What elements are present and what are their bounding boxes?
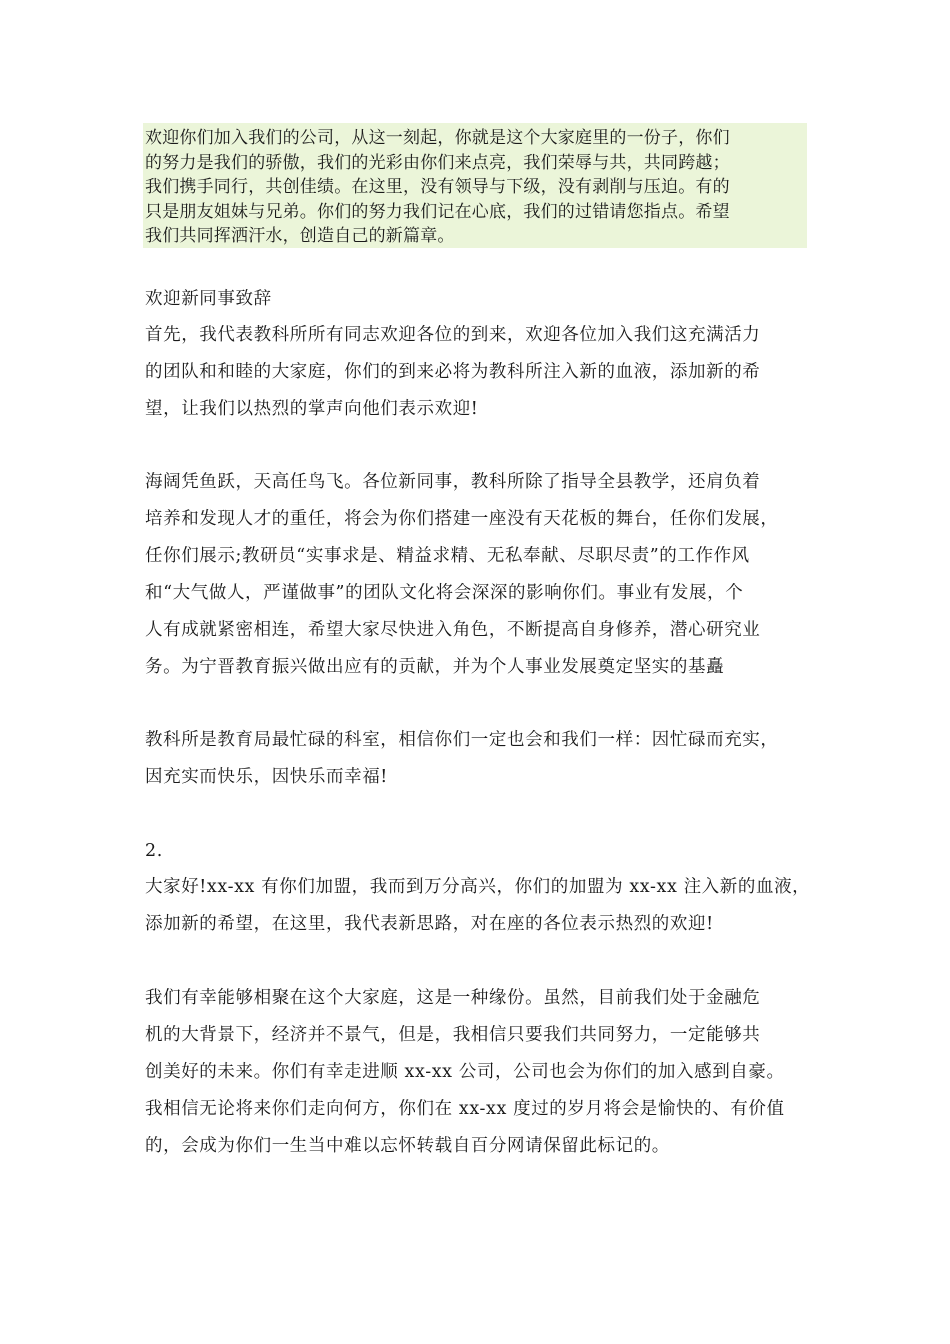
speech2-number: 2. [145, 841, 163, 861]
speech1-title: 欢迎新同事致辞 [145, 289, 272, 309]
intro-line: 只是朋友姐妹与兄弟。你们的努力我们记在心底，我们的过错请您指点。希望 [145, 202, 730, 222]
intro-line: 我们携手同行，共创佳绩。在这里，没有领导与下级，没有剥削与压迫。有的 [145, 177, 730, 197]
speech1-para3-line: 因充实而快乐，因快乐而幸福! [145, 767, 388, 787]
intro-line: 我们共同挥洒汗水，创造自己的新篇章。 [145, 226, 455, 246]
speech1-para2-line: 务。为宁晋教育振兴做出应有的贡献，并为个人事业发展奠定坚实的基矗 [145, 657, 725, 677]
speech1-para1-line: 望，让我们以热烈的掌声向他们表示欢迎! [145, 399, 479, 419]
speech1-para2-line: 任你们展示;教研员“实事求是、精益求精、无私奉献、尽职尽责”的工作作风 [145, 546, 750, 566]
speech2-para1-line: 大家好!xx-xx 有你们加盟，我而到万分高兴，你们的加盟为 xx-xx 注入新的血液， [145, 877, 811, 897]
speech1-para1-line: 首先，我代表教科所所有同志欢迎各位的到来，欢迎各位加入我们这充满活力 [145, 325, 761, 345]
speech2-para2-line: 我们有幸能够相聚在这个大家庭，这是一种缘份。虽然，目前我们处于金融危 [145, 988, 761, 1008]
speech1-para2-line: 和“大气做人，严谨做事”的团队文化将会深深的影响你们。事业有发展，个 [145, 583, 744, 603]
speech1-para2-line: 人有成就紧密相连，希望大家尽快进入角色，不断提高自身修养，潜心研究业 [145, 620, 761, 640]
speech1-para2-line: 海阔凭鱼跃，天高任鸟飞。各位新同事，教科所除了指导全县教学，还肩负着 [145, 472, 761, 492]
speech1-para1-line: 的团队和和睦的大家庭，你们的到来必将为教科所注入新的血液，添加新的希 [145, 362, 761, 382]
speech2-para1-line: 添加新的希望，在这里，我代表新思路，对在座的各位表示热烈的欢迎! [145, 914, 714, 934]
speech2-para2-line: 创美好的未来。你们有幸走进顺 xx-xx 公司，公司也会为你们的加入感到自豪。 [145, 1062, 785, 1082]
speech1-para2-line: 培养和发现人才的重任，将会为你们搭建一座没有天花板的舞台，任你们发展， [145, 509, 779, 529]
intro-line: 欢迎你们加入我们的公司，从这一刻起，你就是这个大家庭里的一份子，你们 [145, 128, 730, 148]
intro-line: 的努力是我们的骄傲，我们的光彩由你们来点亮，我们荣辱与共，共同跨越； [145, 153, 730, 173]
speech1-para3-line: 教科所是教育局最忙碌的科室，相信你们一定也会和我们一样：因忙碌而充实， [145, 730, 779, 750]
speech2-para2-line: 的，会成为你们一生当中难以忘怀转载自百分网请保留此标记的。 [145, 1136, 670, 1156]
speech2-para2-line: 我相信无论将来你们走向何方，你们在 xx-xx 度过的岁月将会是愉快的、有价值 [145, 1099, 785, 1119]
speech2-para2-line: 机的大背景下，经济并不景气，但是，我相信只要我们共同努力，一定能够共 [145, 1025, 761, 1045]
